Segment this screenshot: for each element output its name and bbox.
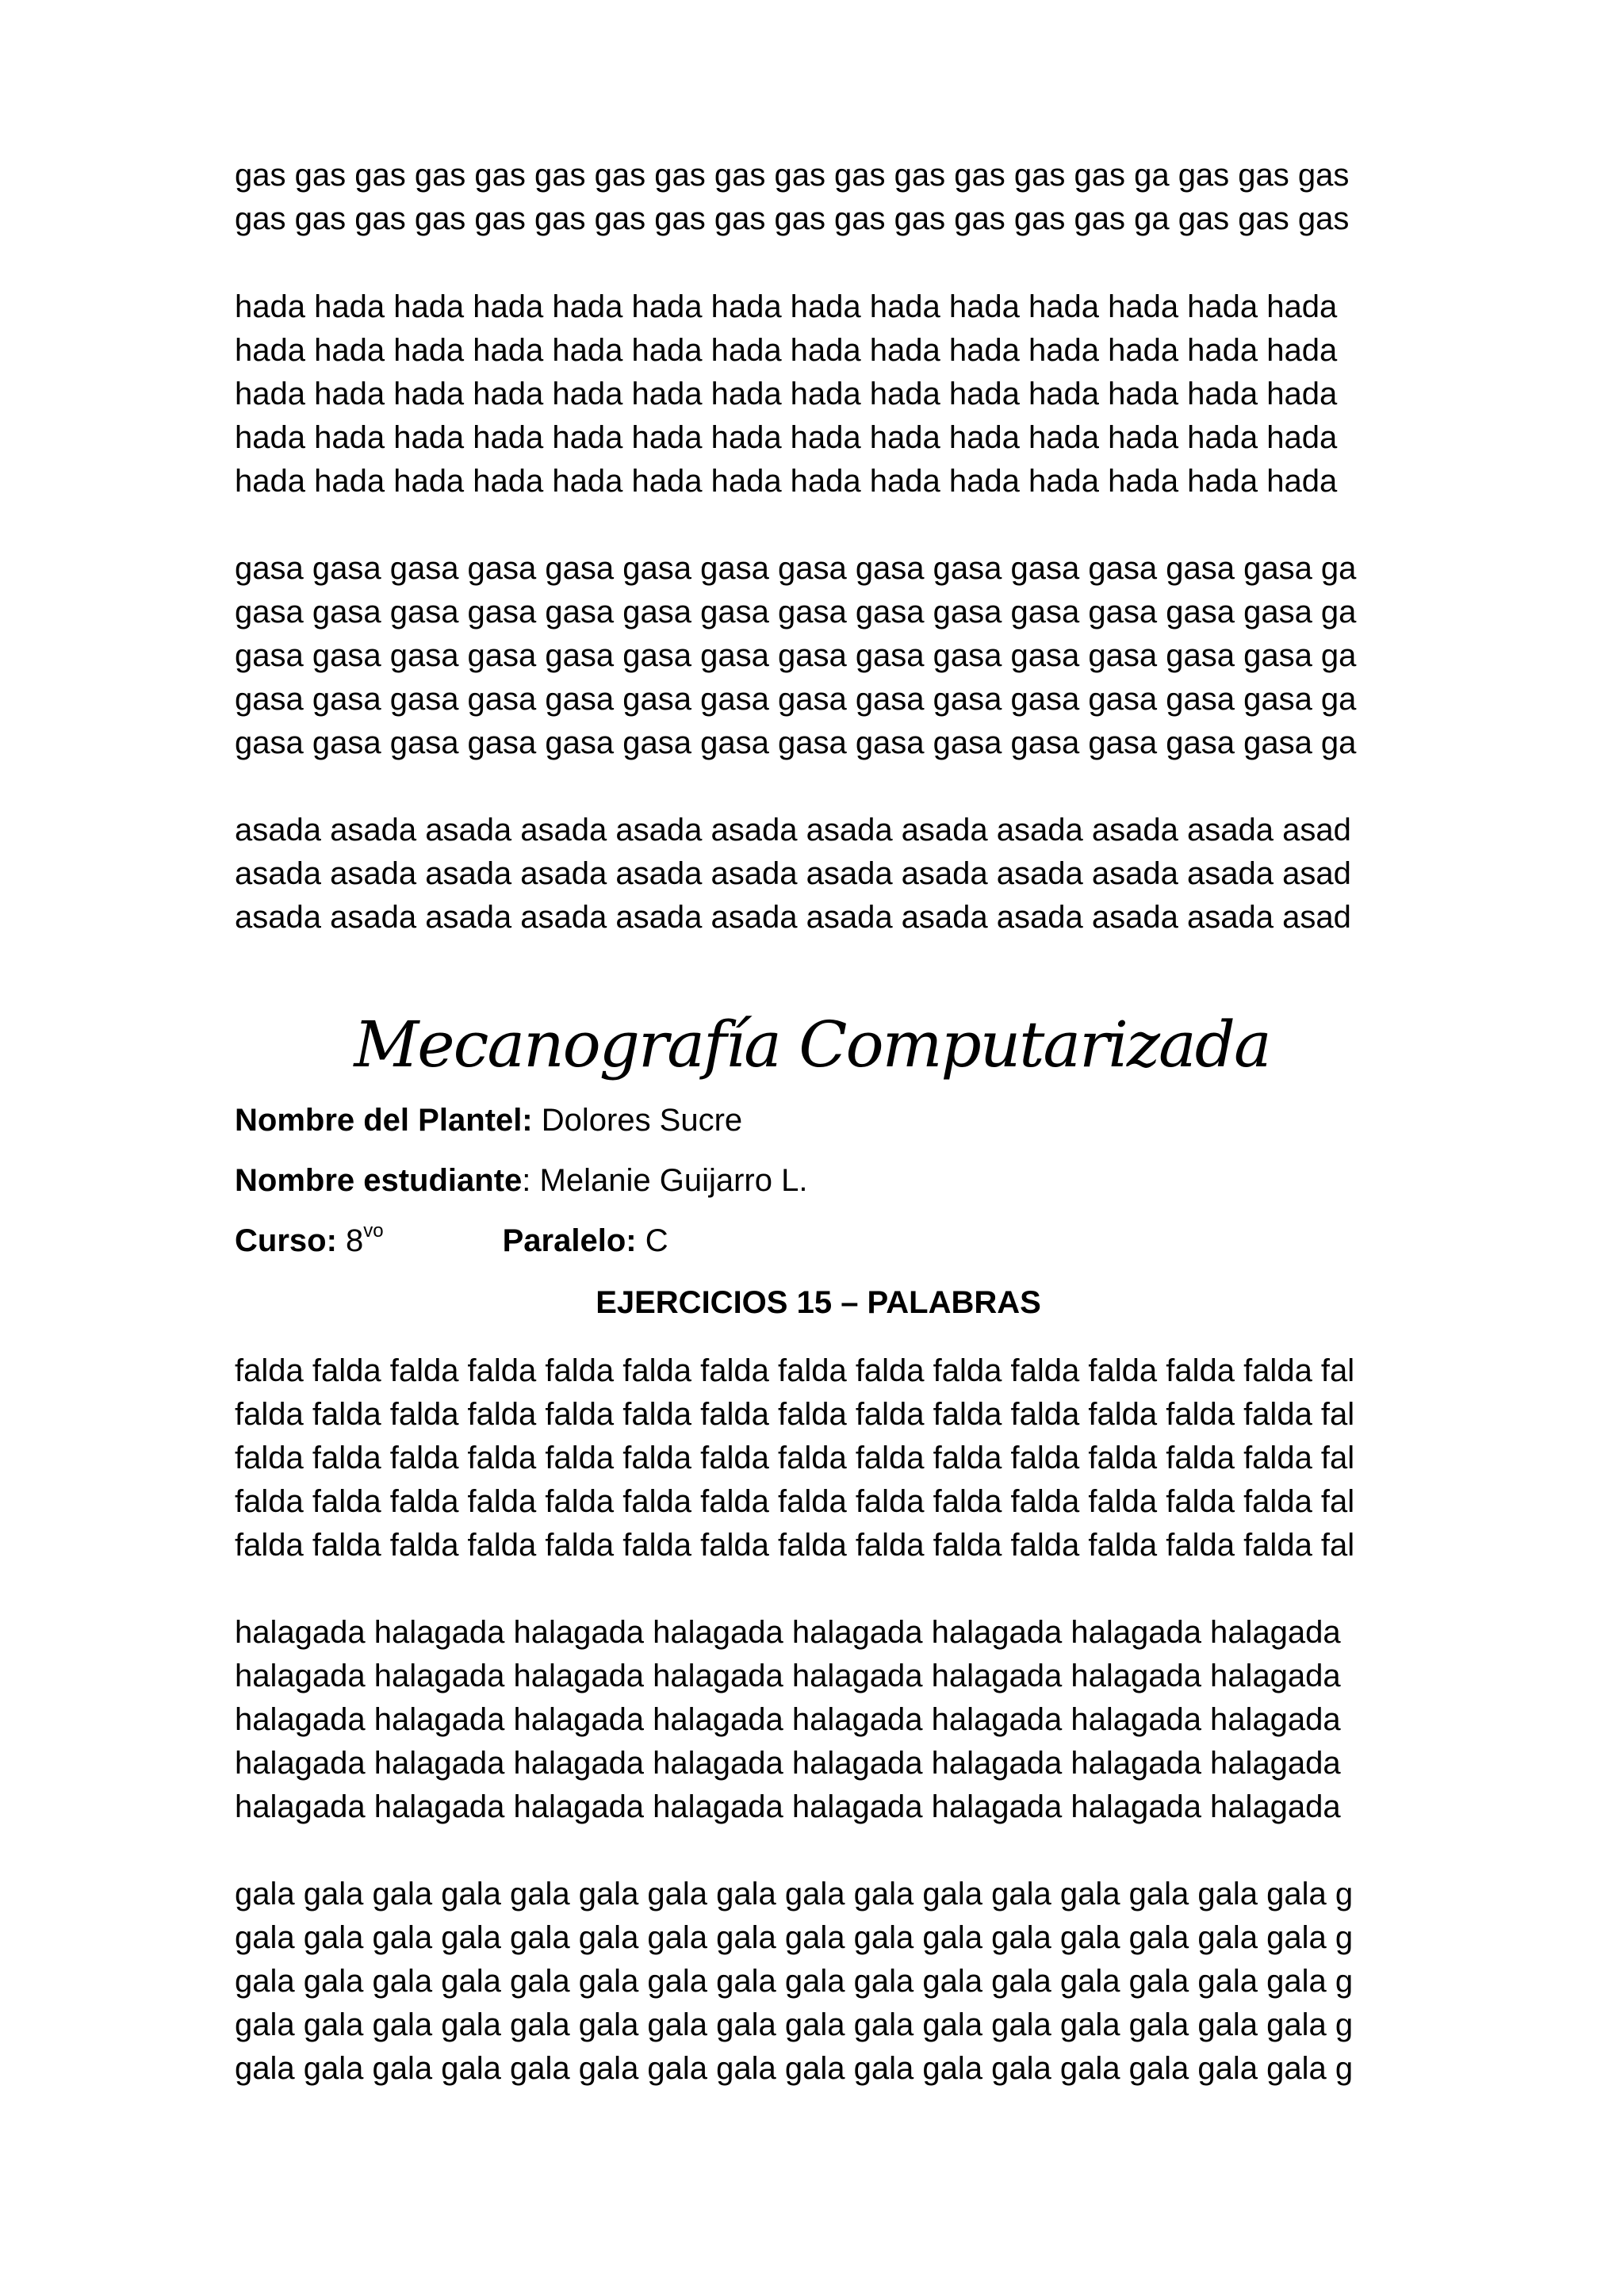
- school-line: [235, 1100, 742, 1140]
- course-line: [235, 1221, 668, 1261]
- text-line: asada asada asada asada asada asada asada asada asada asada asada asad: [235, 856, 1351, 891]
- student-label: Nombre estudiante: [235, 1163, 523, 1198]
- text-line: falda falda falda falda falda falda falda falda falda falda falda falda falda falda fal: [235, 1484, 1355, 1519]
- student-value: : Melanie Guijarro L.: [522, 1163, 808, 1198]
- student-line: [235, 1161, 807, 1200]
- course-label: Curso:: [235, 1223, 337, 1258]
- text-line: asada asada asada asada asada asada asada asada asada asada asada asad: [235, 813, 1351, 848]
- document-title: Mecanografía Computarizada: [354, 1008, 1270, 1081]
- text-line: hada hada hada hada hada hada hada hada hada hada hada hada hada hada: [235, 333, 1338, 368]
- exercise-heading: EJERCICIOS 15 – PALABRAS: [596, 1285, 1041, 1320]
- exercise-block-gas: [235, 154, 1408, 241]
- course-superscript: vo: [363, 1220, 384, 1242]
- text-line: gala gala gala gala gala gala gala gala gala gala gala gala gala gala gala gala g: [235, 1877, 1354, 1911]
- text-line: gasa gasa gasa gasa gasa gasa gasa gasa gasa gasa gasa gasa gasa gasa ga: [235, 725, 1357, 760]
- exercise-block-hada: [235, 285, 1408, 503]
- text-line: halagada halagada halagada halagada halagada halagada halagada halagada: [235, 1746, 1341, 1781]
- text-line: gas gas gas gas gas gas gas gas gas gas gas gas gas gas gas ga gas gas gas: [235, 201, 1350, 236]
- text-line: hada hada hada hada hada hada hada hada hada hada hada hada hada hada: [235, 420, 1338, 455]
- text-line: halagada halagada halagada halagada halagada halagada halagada halagada: [235, 1702, 1341, 1737]
- text-line: gala gala gala gala gala gala gala gala gala gala gala gala gala gala gala gala g: [235, 1964, 1354, 1999]
- school-value: Dolores Sucre: [532, 1103, 743, 1138]
- exercise-block-falda: [235, 1349, 1408, 1567]
- exercise-block-gasa: [235, 547, 1408, 765]
- parallel-value: C: [636, 1223, 668, 1258]
- text-line: halagada halagada halagada halagada halagada halagada halagada halagada: [235, 1659, 1341, 1693]
- text-line: gas gas gas gas gas gas gas gas gas gas gas gas gas gas gas ga gas gas gas: [235, 158, 1350, 193]
- course-value: 8: [336, 1223, 364, 1258]
- text-line: gasa gasa gasa gasa gasa gasa gasa gasa gasa gasa gasa gasa gasa gasa ga: [235, 551, 1357, 586]
- text-line: gala gala gala gala gala gala gala gala gala gala gala gala gala gala gala gala g: [235, 2051, 1354, 2086]
- exercise-block-halagada: [235, 1611, 1408, 1829]
- text-line: gasa gasa gasa gasa gasa gasa gasa gasa gasa gasa gasa gasa gasa gasa ga: [235, 595, 1357, 629]
- text-line: hada hada hada hada hada hada hada hada hada hada hada hada hada hada: [235, 289, 1338, 324]
- text-line: halagada halagada halagada halagada halagada halagada halagada halagada: [235, 1789, 1341, 1824]
- text-line: asada asada asada asada asada asada asada asada asada asada asada asad: [235, 900, 1351, 935]
- text-line: halagada halagada halagada halagada halagada halagada halagada halagada: [235, 1615, 1341, 1650]
- text-line: hada hada hada hada hada hada hada hada hada hada hada hada hada hada: [235, 464, 1338, 499]
- text-line: gasa gasa gasa gasa gasa gasa gasa gasa gasa gasa gasa gasa gasa gasa ga: [235, 638, 1357, 673]
- text-line: falda falda falda falda falda falda falda falda falda falda falda falda falda falda fal: [235, 1441, 1355, 1475]
- exercise-block-gala: [235, 1873, 1408, 2091]
- text-line: falda falda falda falda falda falda falda falda falda falda falda falda falda falda fal: [235, 1528, 1355, 1563]
- text-line: falda falda falda falda falda falda falda falda falda falda falda falda falda falda fal: [235, 1397, 1355, 1432]
- exercise-block-asada: [235, 809, 1408, 939]
- parallel-label: Paralelo:: [502, 1223, 637, 1258]
- school-label: Nombre del Plantel:: [235, 1103, 533, 1138]
- text-line: gasa gasa gasa gasa gasa gasa gasa gasa gasa gasa gasa gasa gasa gasa ga: [235, 682, 1357, 717]
- text-line: gala gala gala gala gala gala gala gala gala gala gala gala gala gala gala gala g: [235, 1920, 1354, 1955]
- text-line: hada hada hada hada hada hada hada hada hada hada hada hada hada hada: [235, 377, 1338, 411]
- text-line: gala gala gala gala gala gala gala gala gala gala gala gala gala gala gala gala g: [235, 2007, 1354, 2042]
- text-line: falda falda falda falda falda falda falda falda falda falda falda falda falda falda fal: [235, 1353, 1355, 1388]
